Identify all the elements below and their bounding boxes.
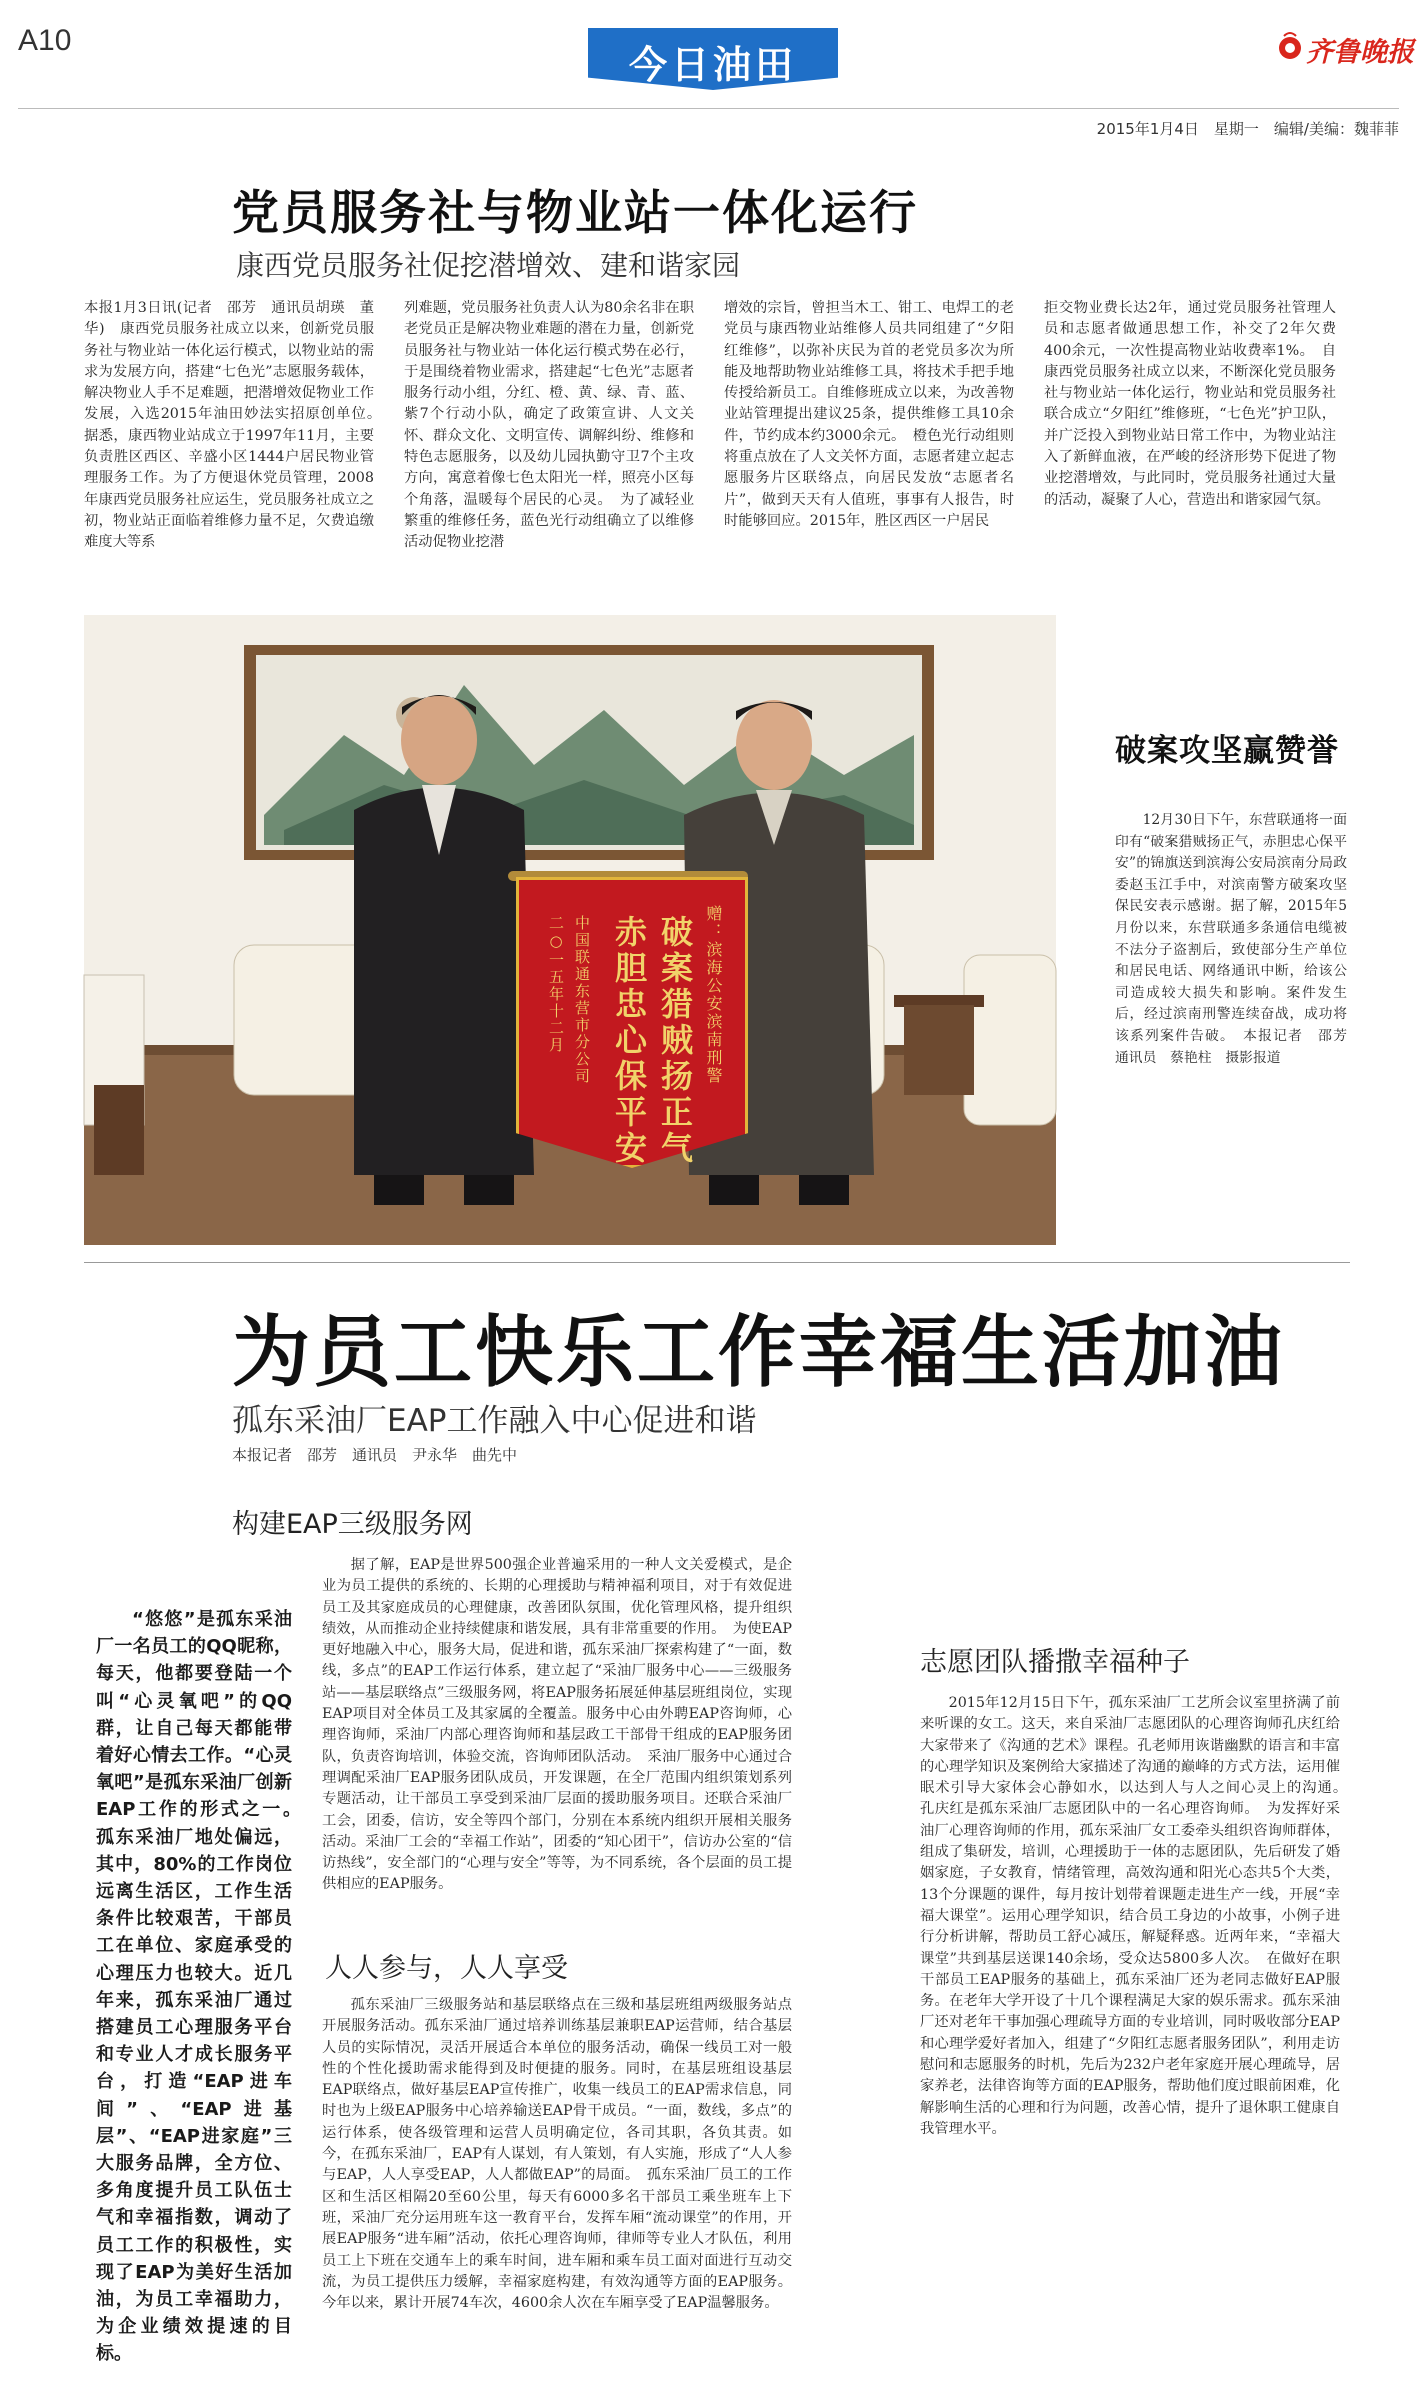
pennant-giver: 中国联通东营市分公司 [573,915,591,1085]
pennant-date: 二○一五年十二月 [547,915,565,1054]
section3-title: 志愿团队播撒幸福种子 [920,1647,1190,1678]
story2-body: 12月30日下午，东营联通将一面印有“破案猎贼扬正气，赤胆忠心保平安”的锦旗送到滨海公安局滨南分局政委赵玉江手中，对滨南警方破案攻坚保民安表示感谢。据了解，2015年5月份以来，东营联通多条通信电缆被不法分子盗割后，致使部分生产单位和居民电话、网络通讯中断，给该公司造成较大损失和影响。案件发生后，经过滨南刑警连续奋战，成功将该系列案件告破。 本报记者 邵芳 通讯员 蔡艳柱 摄影报道 [1115,812,1361,1066]
story1-col-1: 本报1月3日讯(记者 邵芳 通讯员胡瑛 董华) 康西党员服务社成立以来，创新党员服务社与物业站一体化运行模式，以物业站的需求为发展方向，搭建“七色光”志愿服务载体，解决物业人手不足难题，把潜增效促物业工作发展，入选2015年油田妙法实招原创单位。 据悉，康西物业站成立于1997年11月，主要负责胜区西区、辛盛小区1444户居民物业管理服务工作。为了方便退休党员管理，2008年康西党员服务社应运生，党员服务社成立之初，物业站正面临着维修力量不足，欠费追缴难度大等系 [84,300,389,551]
story1-headline: 党员服务社与物业站一体化运行 [232,186,918,241]
section1-title: 构建EAP三级服务网 [232,1509,473,1540]
section-title: 今日油田 [628,43,797,87]
story1-col-2: 列难题，党员服务社负责人认为80余名非在职老党员正是解决物业难题的潜在力量，创新党员服务社与物业站一体化运行模式势在必行，于是围绕着物业需求，搭建起“七色光”志愿者服务行动小组，分红、橙、黄、绿、青、蓝、紫7个行动小队，确定了政策宣讲、人文关怀、群众文化、文明宣传、调解纠纷、维修和特色志愿服务，以及幼儿园执勤守卫7个主攻方向，寓意着像七色太阳光一样，照亮小区每个角落，温暖每个居民的心灵。 为了减轻业繁重的维修任务，蓝色光行动组确立了以维修活动促物业挖潜 [404,300,694,551]
story3-byline: 本报记者 邵芳 通讯员 尹永华 曲先中 [232,1446,518,1464]
section1-body: 据了解，EAP是世界500强企业普遍采用的一种人文关爱模式，是企业为员工提供的系统的、长期的心理援助与精神福利项目，对于有效促进员工及其家庭成员的心理健康，改善团队氛围，优化管理风格，提升组织绩效，从而推动企业持续健康和谐发展，具有非常重要的作用。 为使EAP更好地融入中心，服务大局，促进和谐，孤东采油厂探索构建了“一面，数线，多点”的EAP工作运行体系，建立起了“采油厂服务中心——三级服务站——基层联络点”三级服务网，将EAP服务拓展延伸基层班组岗位，实现EAP项目对全体员工及其家属的全覆盖。服务中心由外聘EAP咨询师，心理咨询师，采油厂内部心理咨询师和基层政工干部骨干组成的EAP服务团队，负责咨询培训，体验交流，咨询师团队活动。 采油厂服务中心通过合理调配采油厂EAP服务团队成员，开发课题，在全厂范围内组织策划系列专题活动，让干部员工享受到采油厂层面的援助服务项目。还联合采油厂工会，团委，信访，安全等四个部门，分别在本系统内组织开展相关服务活动。采油厂工会的“幸福工作站”，团委的“知心团干”，信访办公室的“信访热线”，安全部门的“心理与安全”等等，为不同系统，各个层面的员工提供相应的EAP服务。 [322,1557,792,1893]
section3-body: 2015年12月15日下午，孤东采油厂工艺所会议室里挤满了前来听课的女工。这天，来自采油厂志愿团队的心理咨询师孔庆红给大家带来了《沟通的艺术》课程。孔老师用诙谐幽默的语言和丰富的心理学知识及案例给大家描述了沟通的巅峰的方式方法，运用催眠术引导大家体会心静如水，以达到人与人之间心灵上的沟通。 孔庆红是孤东采油厂志愿团队中的一名心理咨询师。 为发挥好采油厂心理咨询师的作用，孤东采油厂女工委牵头组织咨询师群体，组成了集研发，培训，心理援助于一体的志愿团队，先后研发了婚姻家庭，子女教育，情绪管理，高效沟通和阳光心态共5个大类，13个分课题的课件，每月按计划带着课题走进生产一线，开展“幸福大课堂”。运用心理学知识，结合员工身边的小故事，小例子进行分析讲解，帮助员工舒心减压，解疑释惑。近两年来，“幸福大课堂”共到基层送课140余场，受众达5800多人次。 在做好在职干部员工EAP服务的基础上，孤东采油厂还为老同志做好EAP服务。在老年大学开设了十几个课程满足大家的娱乐需求。孤东采油厂还对老年干事加强心理疏导方面的专业培训，同时吸收部分EAP和心理学爱好者加入，组建了“夕阳红志愿者服务团队”，利用走访慰问和志愿服务的时机，先后为232户老年家庭开展心理疏导，居家养老，法律咨询等方面的EAP服务，帮助他们度过眼前困难，化解影响生活的心理和行为问题，改善心情，提升了退休职工健康自我管理水平。 [920,1695,1355,2137]
pennant-slogan-1: 破案猎贼扬正气 [656,915,694,1167]
date-line: 2015年1月4日 星期一 编辑/美编：魏菲菲 [1096,120,1399,138]
story3-subhead: 孤东采油厂EAP工作融入中心促进和谐 [232,1403,757,1439]
pennant-dedication: 赠：滨海公安滨南刑警 [704,905,723,1085]
news-photo [84,615,1056,1245]
section2-body-wide [232,2215,792,2345]
page-number: A10 [18,24,72,57]
story1-col-3: 增效的宗旨，曾担当木工、钳工、电焊工的老党员与康西物业站维修人员共同组建了“夕阳红维修”，以弥补庆民为首的老党员多次为所能及地帮助物业站维修工具，将技术手把手地传授给新员工。自维修班成立以来，为改善物业站管理提出建议25条，提供维修工具10余件，节约成本约3000余元。 橙色光行动组则将重点放在了人文关怀方面，志愿者建立起志愿服务片区联络点，向居民发放“志愿者名片”，做到天天有人值班，事事有人报告，时时能够回应。2015年，胜区西区一户居民 [724,300,1014,529]
brand-logo [1276,28,1414,72]
story1-subhead: 康西党员服务社促挖潜增效、建和谐家园 [236,249,741,282]
story1-col-4: 拒交物业费长达2年，通过党员服务社管理人员和志愿者做通思想工作，补交了2年欠费400余元，一次性提高物业站收费率1%。 自康西党员服务社成立以来，不断深化党员服务社与物业站一体化运行，物业站和党员服务社联合成立“夕阳红”维修班，“七色光”护卫队，并广泛投入到物业站日常工作中，为物业站注入了新鲜血液，在严峻的经济形势下促进了物业挖潜增效，与此同时，党员服务社通过大量的活动，凝聚了人心，营造出和谐家园气氛。 [1044,300,1336,508]
section2-title: 人人参与，人人享受 [325,1953,568,1984]
story3-headline: 为员工快乐工作幸福生活加油 [232,1308,1286,1398]
section2-body: 孤东采油厂三级服务站和基层联络点在三级和基层班组两级服务站点开展服务活动。孤东采油厂通过培养训练基层兼职EAP运营师，结合基层人员的实际情况，灵活开展适合本单位的服务活动，确保一线员工对一般性的个性化援助需求能得到及时便捷的服务。同时，在基层班组设基层EAP联络点，做好基层EAP宣传推广，收集一线员工的EAP需求信息，同时也为上级EAP服务中心培养输送EAP骨干成员。“一面，数线，多点”的运行体系，使各级管理和运营人员明确定位，各司其职，各负其责。如今，在孤东采油厂，EAP有人谋划，有人策划，有人实施，形成了“人人参与EAP，人人享受EAP，人人都做EAP”的局面。 孤东采油厂员工的工作区和生活区相隔20至60公里，每天有6000多名干部员工乘坐班车上下班，采油厂充分运用班车这一教育平台，发挥车厢“流动课堂”的作用，开展EAP服务“进车厢”活动，依托心理咨询师，律师等专业人才队伍，利用员工上下班在交通车上的乘车时间，进车厢和乘车员工面对面进行互动交流，为员工提供压力缓解，幸福家庭构建，有效沟通等方面的EAP服务。今年以来，累计开展74车次，4600余人次在车厢享受了EAP温馨服务。 [322,1997,792,2312]
story3-sidebar: “悠悠”是孤东采油厂一名员工的QQ昵称，每天，他都要登陆一个叫“心灵氧吧”的QQ群，让自己每天都能带着好心情去工作。“心灵氧吧”是孤东采油厂创新EAP工作的形式之一。 孤东采油厂地处偏远，其中，80%的工作岗位远离生活区，工作生活条件比较艰苦，干部员工在单位、家庭承受的心理压力也较大。近几年来，孤东采油厂通过搭建员工心理服务平台和专业人才成长服务平台，打造“EAP进车间”、“EAP进基层”、“EAP进家庭”三大服务品牌，全方位、多角度提升员工队伍士气和幸福指数，调动了员工工作的积极性，实现了EAP为美好生活加油，为员工幸福助力，为企业绩效提速的目标。 [96,1609,310,2365]
story2-headline: 破案攻坚赢赞誉 [1115,733,1339,769]
pennant-slogan-2: 赤胆忠心保平安 [610,915,648,1167]
brand-name: 齐鲁晚报 [1306,37,1414,68]
